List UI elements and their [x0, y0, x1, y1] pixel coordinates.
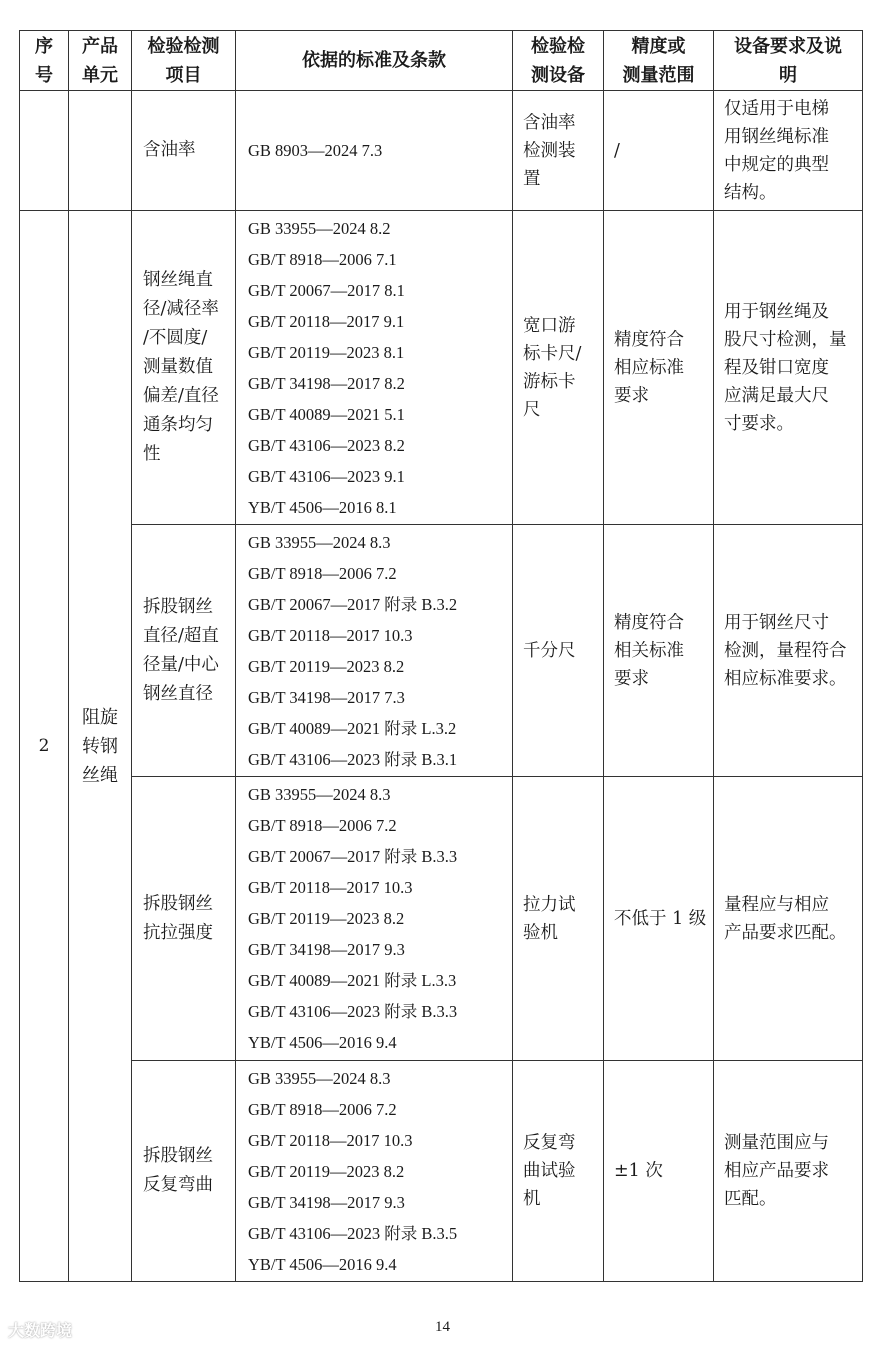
standard-cell: [236, 211, 513, 525]
standard-line: GB/T 20118—2017 10.3: [248, 1130, 413, 1150]
item-cell: 拆股钢丝 直径/超直 径量/中心 钢丝直径: [132, 525, 236, 777]
product-unit-cell: 阻旋 转钢 丝绳: [69, 211, 132, 1282]
standard-line: YB/T 4506—2016 9.4: [248, 1254, 397, 1274]
col-header-no: 序 号: [20, 31, 69, 91]
standard-line: GB/T 8918—2006 7.2: [248, 1099, 397, 1119]
standard-cell: [236, 525, 513, 777]
page-number: 14: [435, 1319, 450, 1335]
col-header-note: 设备要求及说 明: [714, 31, 863, 91]
standard-line: GB 33955—2024 8.3: [248, 1068, 391, 1088]
standard-line: GB/T 20067—2017 附录 B.3.2: [248, 594, 458, 614]
standards-table: [19, 30, 863, 1282]
standard-line: GB/T 8918—2006 7.2: [248, 816, 397, 835]
standard-line: GB/T 20118—2017 10.3: [248, 625, 413, 645]
col-header-unit: 产品 单元: [69, 31, 132, 91]
watermark-logo: 大数跨境: [8, 1321, 73, 1340]
note-cell: 用于钢丝绳及 股尺寸检测，量 程及钳口宽度 应满足最大尺 寸要求。: [714, 211, 863, 525]
standard-line: GB/T 34198—2017 9.3: [248, 940, 405, 959]
note-cell: 用于钢丝尺寸 检测，量程符合 相应标准要求。: [714, 525, 863, 777]
standard-line: GB 33955—2024 8.3: [248, 785, 391, 804]
standard-line: GB/T 20118—2017 10.3: [248, 878, 413, 897]
equipment-cell: 千分尺: [513, 525, 604, 777]
precision-cell: 精度符合 相应标准 要求: [604, 211, 714, 525]
table-row: [20, 1061, 863, 1282]
col-header-standard: 依据的标准及条款: [236, 31, 513, 91]
standard-line: YB/T 4506—2016 8.1: [248, 497, 397, 517]
header-row: [20, 31, 863, 91]
standard-line: GB/T 8918—2006 7.2: [248, 563, 397, 583]
standard-line: GB/T 43106—2023 8.2: [248, 435, 405, 455]
standard-line: GB/T 43106—2023 附录 B.3.5: [248, 1223, 458, 1243]
standard-cell: [236, 91, 513, 211]
standard-line: GB/T 40089—2021 5.1: [248, 404, 405, 424]
standard-line: GB/T 43106—2023 附录 B.3.1: [248, 749, 458, 769]
standard-line: GB/T 20119—2023 8.1: [248, 342, 405, 362]
precision-cell: ±1 次: [604, 1061, 714, 1282]
no-cell-empty: [20, 91, 69, 211]
table-row: [20, 91, 863, 211]
standard-cell: [236, 777, 513, 1061]
col-header-item: 检验检测 项目: [132, 31, 236, 91]
col-header-equipment: 检验检 测设备: [513, 31, 604, 91]
standard-line: GB/T 20119—2023 8.2: [248, 909, 405, 928]
precision-cell: 不低于 1 级: [604, 777, 714, 1061]
item-cell: 拆股钢丝 抗拉强度: [132, 777, 236, 1061]
standard-line: GB 33955—2024 8.2: [248, 218, 391, 238]
note-cell: 测量范围应与 相应产品要求 匹配。: [714, 1061, 863, 1282]
equipment-cell: 含油率 检测装 置: [513, 91, 604, 211]
standard-line: GB/T 20067—2017 附录 B.3.3: [248, 847, 458, 866]
item-cell: 拆股钢丝 反复弯曲: [132, 1061, 236, 1282]
standard-line: GB/T 43106—2023 9.1: [248, 466, 405, 486]
standard-line: GB/T 20119—2023 8.2: [248, 656, 405, 676]
standard-line: YB/T 4506—2016 9.4: [248, 1033, 397, 1052]
standard-line: GB/T 43106—2023 附录 B.3.3: [248, 1002, 458, 1021]
standard-line: GB/T 34198—2017 9.3: [248, 1192, 405, 1212]
equipment-cell: 反复弯 曲试验 机: [513, 1061, 604, 1282]
note-cell: 仅适用于电梯 用钢丝绳标准 中规定的典型 结构。: [714, 91, 863, 211]
standard-line: GB/T 20118—2017 9.1: [248, 311, 405, 331]
standard-line: GB 8903—2024 7.3: [248, 141, 383, 160]
note-cell: 量程应与相应 产品要求匹配。: [714, 777, 863, 1061]
item-cell: 含油率: [132, 91, 236, 211]
standard-line: GB/T 34198—2017 7.3: [248, 687, 405, 707]
standard-line: GB 33955—2024 8.3: [248, 532, 391, 552]
table-row: [20, 211, 863, 525]
standard-line: GB/T 8918—2006 7.1: [248, 249, 397, 269]
standard-line: GB/T 20119—2023 8.2: [248, 1161, 405, 1181]
table-row: [20, 777, 863, 1061]
equipment-cell: 宽口游 标卡尺/ 游标卡 尺: [513, 211, 604, 525]
unit-cell-empty: [69, 91, 132, 211]
equipment-cell: 拉力试 验机: [513, 777, 604, 1061]
standard-line: GB/T 40089—2021 附录 L.3.3: [248, 971, 457, 990]
precision-cell: /: [604, 91, 714, 211]
precision-cell: 精度符合 相关标准 要求: [604, 525, 714, 777]
standard-line: GB/T 20067—2017 8.1: [248, 280, 405, 300]
serial-number-cell: 2: [20, 211, 69, 1282]
standard-line: GB/T 34198—2017 8.2: [248, 373, 405, 393]
standard-cell: [236, 1061, 513, 1282]
col-header-precision: 精度或 测量范围: [604, 31, 714, 91]
standard-line: GB/T 40089—2021 附录 L.3.2: [248, 718, 457, 738]
item-cell: 钢丝绳直 径/减径率 /不圆度/ 测量数值 偏差/直径 通条均匀 性: [132, 211, 236, 525]
table-row: [20, 525, 863, 777]
